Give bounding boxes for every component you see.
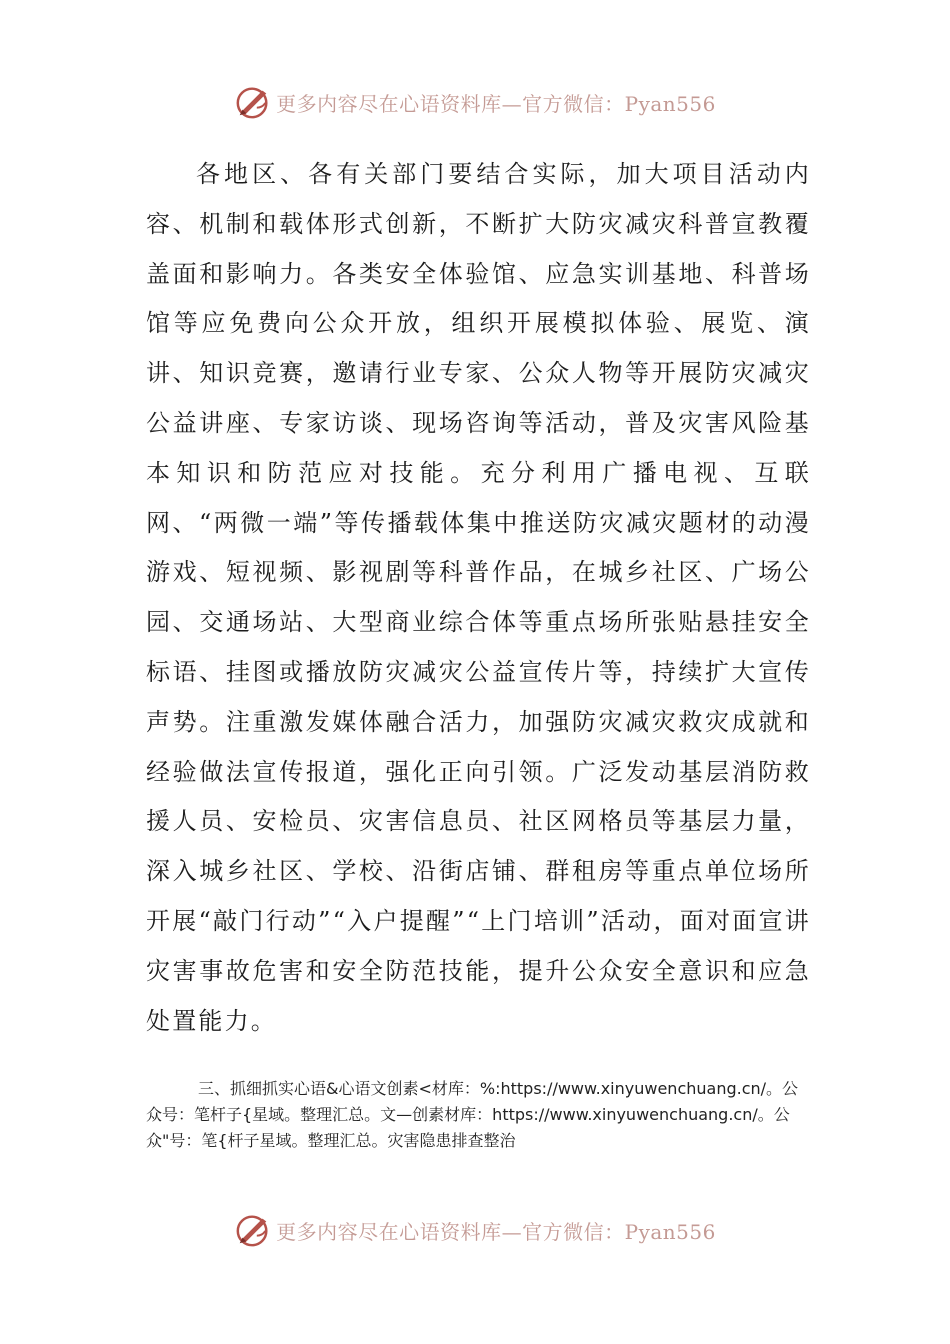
watermark-text: 更多内容尽在心语资料库—官方微信：Pyan556 [276, 1219, 716, 1244]
watermark-footer [0, 1208, 950, 1252]
body-paragraph: 各地区、各有关部门要结合实际，加大项目活动内容、机制和载体形式创新，不断扩大防灾减灾科普宣教覆盖面和影响力。各类安全体验馆、应急实训基地、科普场馆等应免费向公众开放，组织开展模拟体验、展览、演讲、知识竞赛，邀请行业专家、公众人物等开展防灾减灾公益讲座、专家访谈、现场咨询等活动，普及灾害风险基本知识和防范应对技能。充分利用广播电视、互联网、“两微一端”等传播载体集中推送防灾减灾题材的动漫游戏、短视频、影视剧等科普作品，在城乡社区、广场公园、交通场站、大型商业综合体等重点场所张贴悬挂安全标语、挂图或播放防灾减灾公益宣传片等，持续扩大宣传声势。注重激发媒体融合活力，加强防灾减灾救灾成就和经验做法宣传报道，强化正向引领。广泛发动基层消防救援人员、安检员、灾害信息员、社区网格员等基层力量，深入城乡社区、学校、沿街店铺、群租房等重点单位场所开展“敲门行动”“入户提醒”“上门培训”活动，面对面宣讲灾害事故危害和安全防范技能，提升公众安全意识和应急处置能力。 [146, 160, 811, 1035]
pen-logo-icon [234, 83, 272, 121]
watermark-text: 更多内容尽在心语资料库—官方微信：Pyan556 [276, 91, 716, 116]
watermark-header [0, 80, 950, 124]
section-note: 三、抓细抓实心语&心语文创素<材库：%:https://www.xinyuwenchuang.cn/。公众号：笔杆子{星域。整理汇总。文—创素材库：https://www.xinyuwenchuang.cn/。公众"号：笔{杆子星域。整理汇总。灾害隐患排查整治 [146, 1079, 799, 1150]
pen-logo-icon [234, 1211, 272, 1249]
